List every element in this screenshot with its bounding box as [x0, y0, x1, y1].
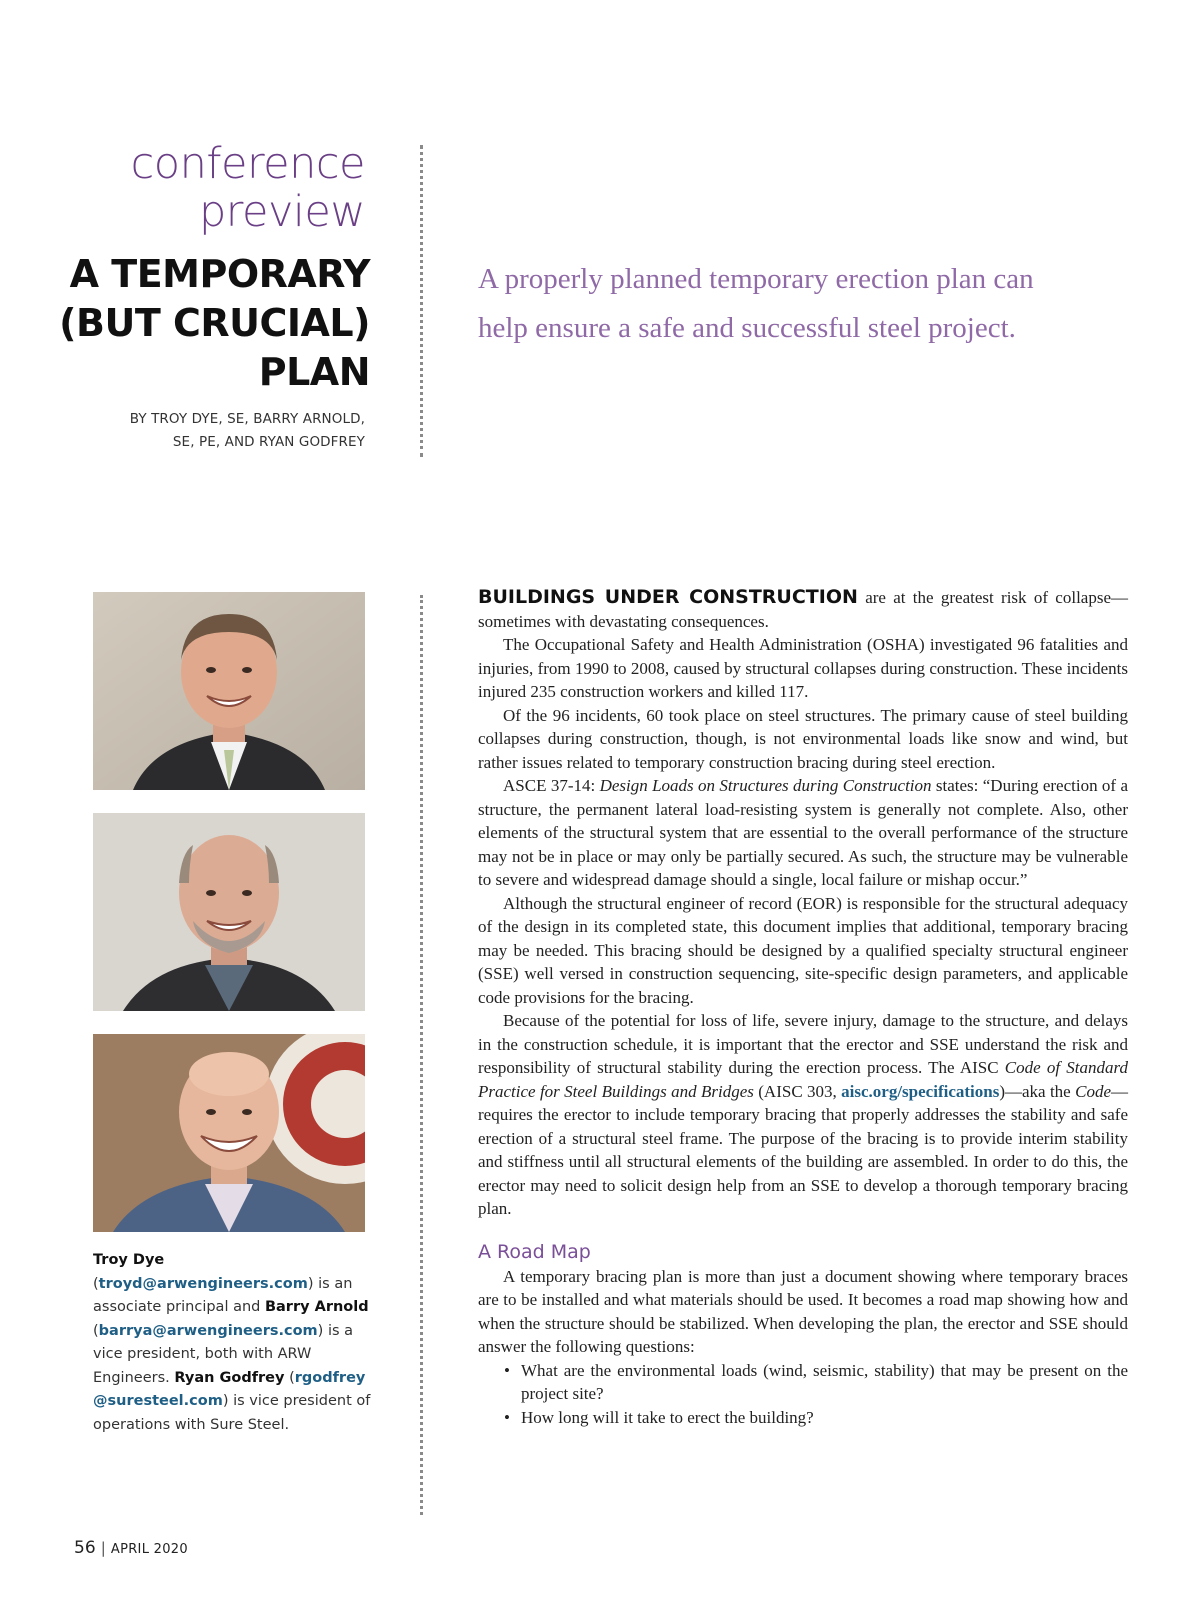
author-name: Troy Dye [93, 1252, 165, 1268]
title-line: PLAN [258, 350, 370, 394]
article-body [478, 586, 1128, 1429]
specifications-link[interactable]: aisc.org/specifications [841, 1081, 1000, 1101]
byline-line: BY TROY DYE, SE, BARRY ARNOLD, [129, 411, 365, 427]
author-photo-troy-dye [93, 592, 365, 790]
author-bio: Troy Dye (troyd@arwengineers.com) is an associate principal and Barry Arnold (barrya@arwengineers.com) is a vice president, both with ARW Engineers. Ryan Godfrey (rgodfrey @suresteel.com) is vice president of operations with Sure Steel. [93, 1252, 371, 1433]
publication-title: Design Loads on Structures during Construction [599, 776, 932, 795]
paragraph-text: (AISC 303, [753, 1081, 842, 1101]
body-paragraph [478, 1009, 1128, 1221]
list-item: • How long will it take to erect the building? [521, 1406, 1128, 1430]
dotted-divider-bottom [420, 595, 423, 1515]
bio-text: is vice president of operations with Sure Steel. [93, 1393, 371, 1433]
body-paragraph: The Occupational Safety and Health Administration (OSHA) investigated 96 fatalities and injuries, from 1990 to 2008, caused by structural collapses during construction. These incidents injured 235 construction workers and killed 117. [478, 635, 1128, 701]
footer-separator: | [100, 1539, 106, 1557]
body-paragraph: Of the 96 incidents, 60 took place on steel structures. The primary cause of steel building collapses during construction, though, is not environmental loads like snow and wind, but rather issues related to temporary construction bracing during steel erection. [478, 705, 1128, 772]
article-deck [478, 255, 1118, 353]
author-name: Barry Arnold [264, 1299, 369, 1315]
author-photo-barry-arnold [93, 813, 365, 1011]
title-line: (BUT CRUCIAL) [59, 301, 370, 345]
body-paragraph: A temporary bracing plan is more than just a document showing where temporary braces are to be installed and what materials should be used. It becomes a road map showing how and when the structure should be stabilized. When developing the plan, the erector and SSE should answer the following questions: [478, 1266, 1128, 1356]
paragraph-text: )—aka the [999, 1081, 1076, 1101]
list-item: • What are the environmental loads (wind, seismic, stability) that may be present on the project site? [521, 1359, 1128, 1406]
body-paragraph: Although the structural engineer of record (EOR) is responsible for the structural adequacy of the design in its completed state, this document implies that additional, temporary bracing may be needed. This bracing should be designed by a qualified specialty structural engineer (SSE) well versed in construction sequencing, site-specific design parameters, and applicable code provisions for the bracing. [478, 893, 1128, 1007]
issue-date: APRIL 2020 [110, 1542, 188, 1557]
kicker-line: preview [198, 187, 365, 237]
title-line: A TEMPORARY [69, 252, 370, 296]
paragraph-text: are at the greatest risk of collapse—sometimes with devastating consequences. [478, 588, 1129, 631]
author-email-link[interactable]: barrya@arwengineers.com [98, 1322, 318, 1339]
article-title [30, 250, 370, 397]
byline [60, 408, 365, 454]
paragraph-text: —requires the erector to include temporary bracing that properly addresses the stability and safe erection of a structural steel frame. The purpose of the bracing is to provide interim stability and stiffness until all structural elements of the building are assembled. In order to do this, the erector may need to solicit design help from an SSE to develop a thorough temporary bracing plan. [478, 1081, 1128, 1218]
publication-title: Code [1075, 1081, 1111, 1101]
dotted-divider-top [420, 145, 423, 457]
author-name: Ryan Godfrey [174, 1369, 285, 1386]
paragraph-text: ASCE 37-14: [503, 776, 600, 795]
paragraph-text: Because of the potential for loss of life, severe injury, damage to the structure, and delays in the construction schedule, it is important that the erector and SSE understand the risk and responsibility of structural stability during the erection process. The AISC [478, 1011, 1128, 1077]
kicker-line: conference [130, 139, 365, 189]
question-list [478, 1359, 1128, 1430]
page-number: 56 [74, 1538, 96, 1558]
publication-title: Code of Standard Practice for Steel Buildings and Bridges [478, 1058, 1128, 1101]
deck-line: help ensure a safe and successful steel project. [478, 312, 1016, 344]
bio-text: is an associate principal and [93, 1275, 353, 1315]
bio-text: is a vice president, both with ARW Engineers. [93, 1322, 354, 1386]
paragraph-text: states: “During erection of a structure, the permanent lateral load-resisting system is generally not complete. Also, other elements of the structural system that are essential to the overall performance of the structure may not be in place or may only be partially secured. As such, the structure may be vulnerable to severe and widespread damage should a single, local failure or mishap occur.” [478, 776, 1129, 889]
body-paragraph [478, 774, 1128, 892]
lead-in: BUILDINGS UNDER CONSTRUCTION [478, 586, 858, 608]
section-kicker [40, 140, 365, 236]
page-footer [74, 1538, 188, 1558]
deck-line: A properly planned temporary erection plan can [478, 263, 1034, 295]
author-email-link[interactable]: rgodfrey @suresteel.com [93, 1369, 366, 1409]
byline-line: SE, PE, AND RYAN GODFREY [172, 434, 365, 450]
section-heading: A Road Map [478, 1240, 591, 1263]
author-photo-ryan-godfrey [93, 1034, 365, 1232]
body-paragraph [478, 586, 1128, 633]
author-email-link[interactable]: troyd@arwengineers.com [98, 1275, 308, 1292]
